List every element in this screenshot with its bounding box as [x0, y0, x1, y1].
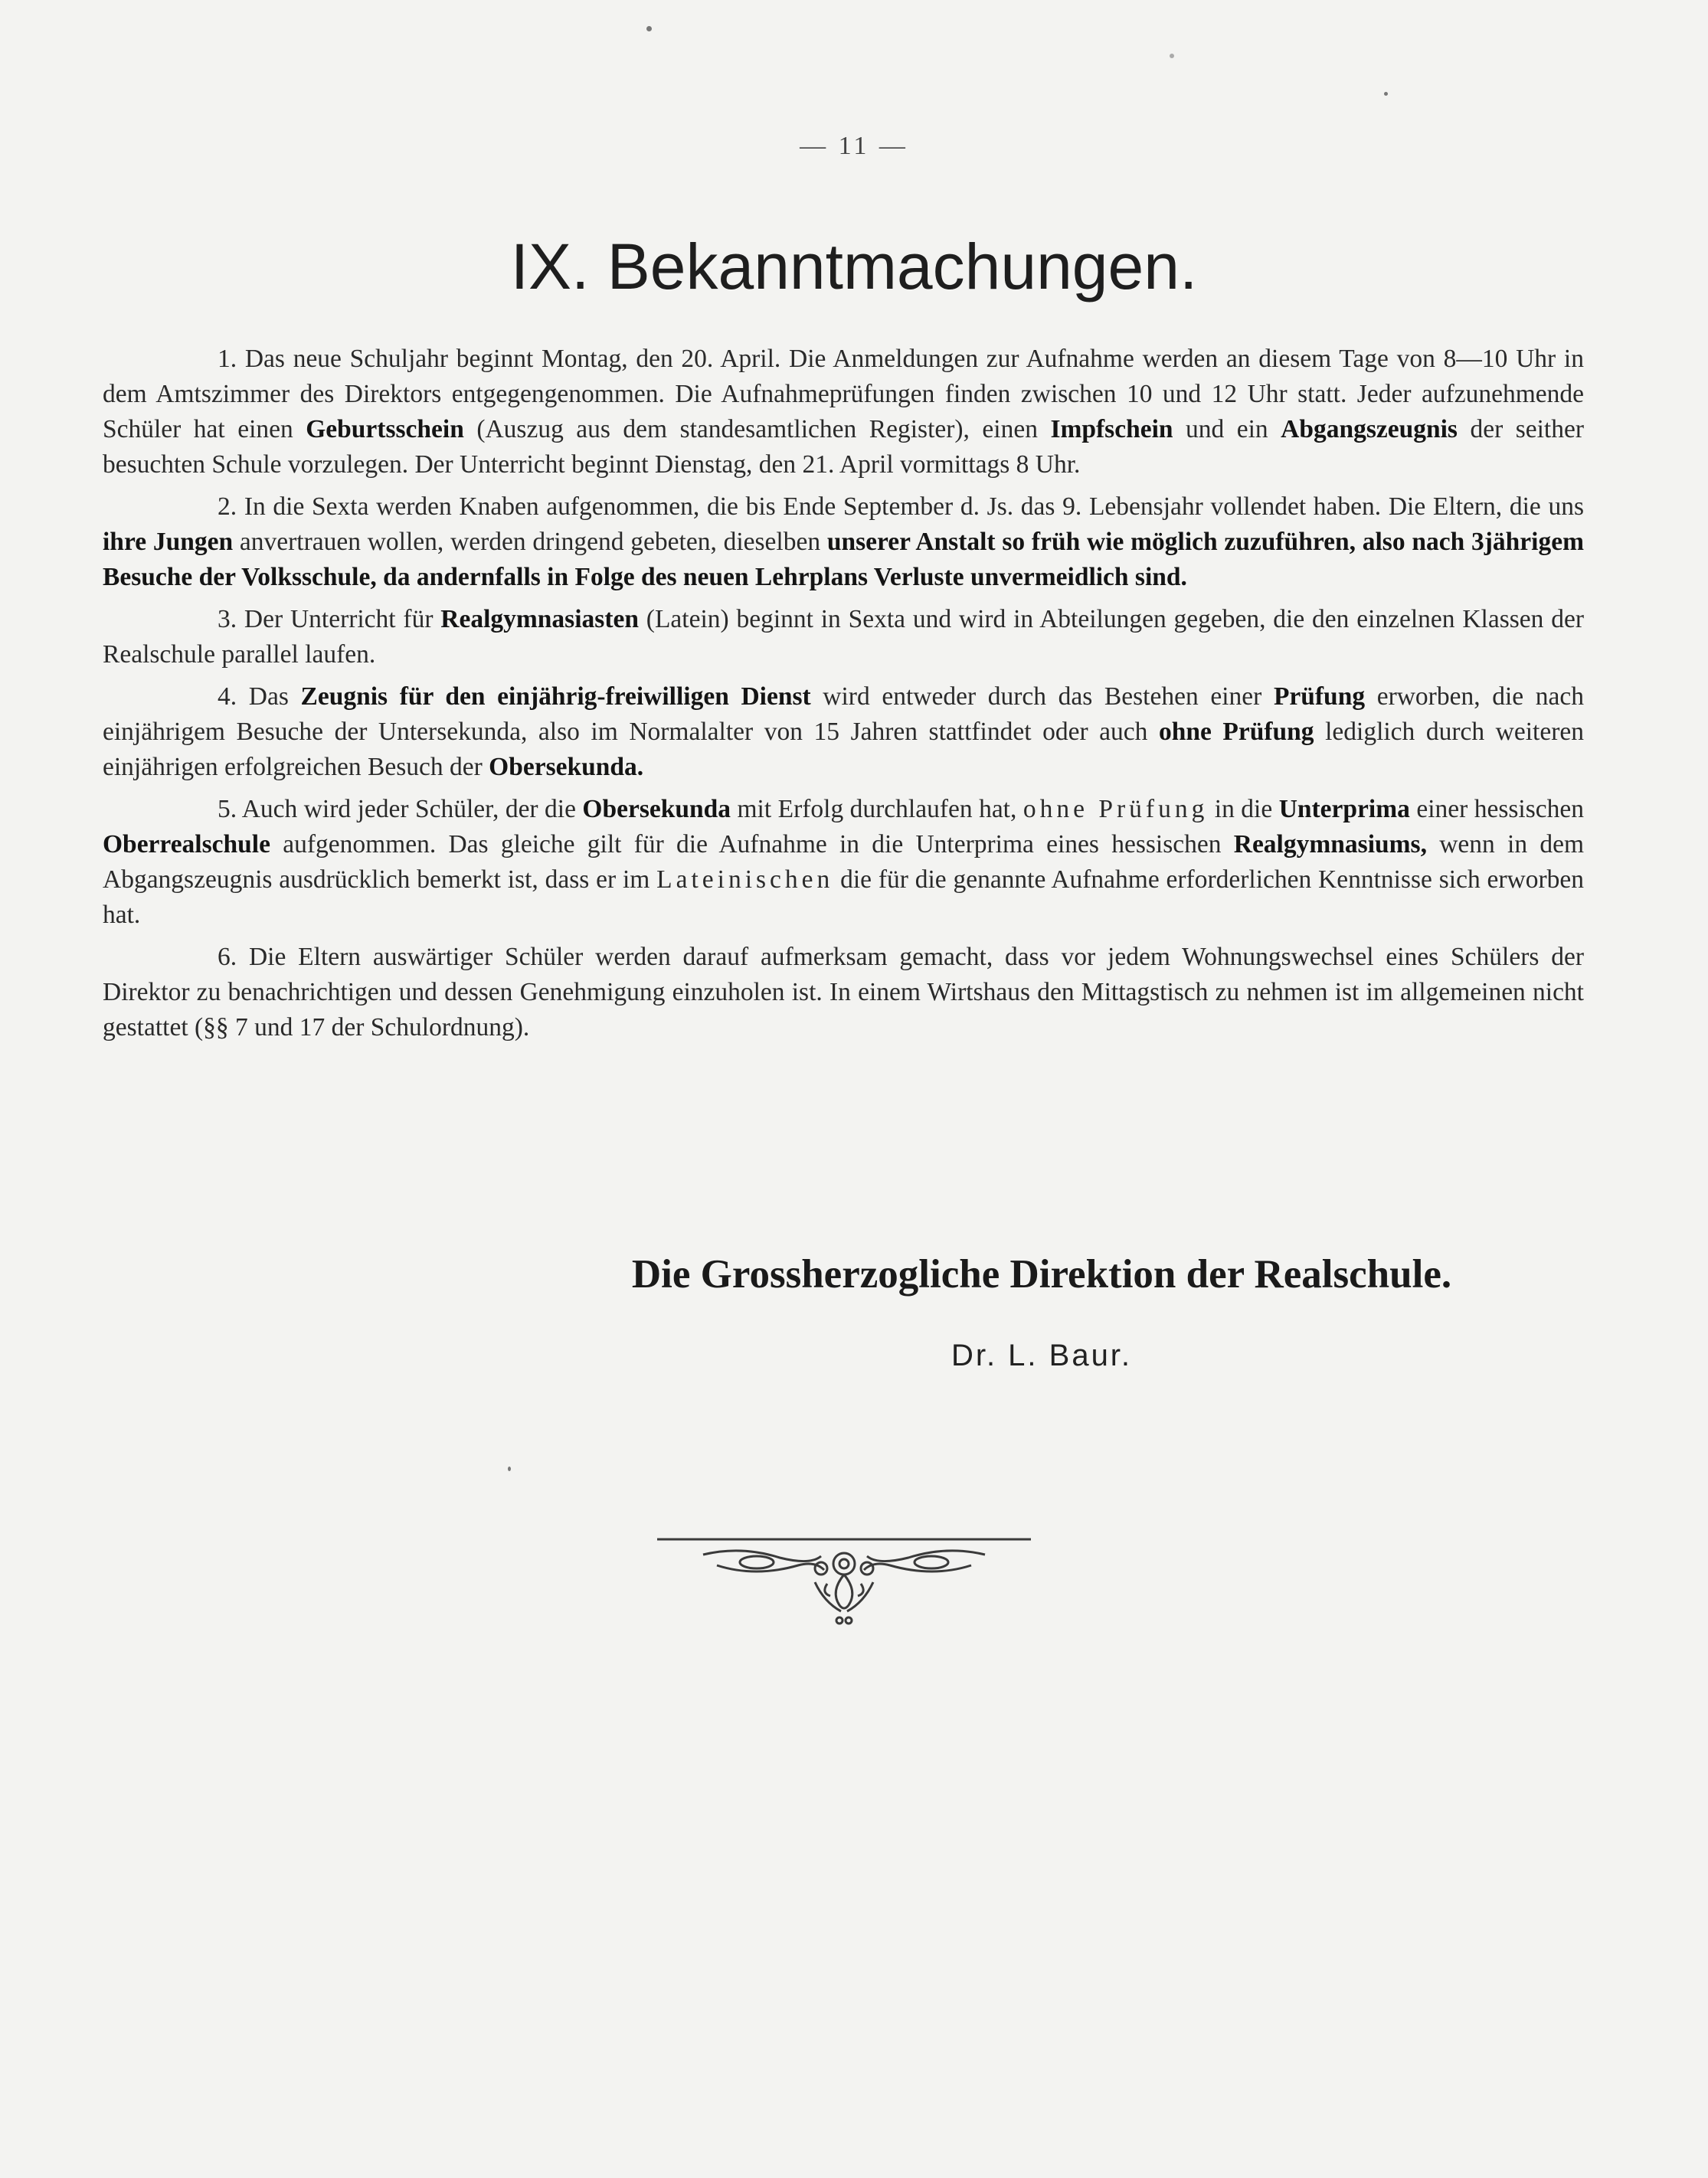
signature-line: Die Grossherzogliche Direktion der Realschule.	[631, 1252, 1452, 1297]
paper-speck	[646, 26, 652, 31]
signer-name: Dr. L. Baur.	[951, 1339, 1133, 1372]
page-number: — 11 —	[800, 132, 908, 160]
paper-speck	[1170, 54, 1174, 58]
paper-speck	[1384, 92, 1388, 96]
announcement-item-4: 4. Das Zeugnis für den einjährig-freiwilligen Dienst wird entweder durch das Bestehen einer Prüfung erworben, die nach einjährigem Besuche der Untersekunda, also im Normalalter von 15 Jahren stattfindet oder auch ohne Prüfung lediglich durch weiteren einjährigen erfolgreichen Besuch der Obersekunda.	[103, 682, 1585, 781]
announcement-item-1: 1. Das neue Schuljahr beginnt Montag, den 20. April. Die Anmeldungen zur Aufnahme werden an diesem Tage von 8—10 Uhr in dem Amtszimmer des Direktors entgegengenommen. Die Aufnahmeprüfungen finden zwischen 10 und 12 Uhr statt. Jeder aufzunehmende Schüler hat einen Geburtsschein (Auszug aus dem standesamtlichen Register), einen Impfschein und ein Abgangszeugnis der seither besuchten Schule vorzulegen. Der Unterricht beginnt Dienstag, den 21. April vormittags 8 Uhr.	[103, 345, 1584, 479]
paper-speck	[508, 1467, 511, 1471]
page-title: IX. Bekanntmachungen.	[510, 231, 1198, 302]
announcement-item-2: 2. In die Sexta werden Knaben aufgenommen, die bis Ende September d. Js. das 9. Lebensjahr vollendet haben. Die Eltern, die uns ihre Jungen anvertrauen wollen, werden dringend gebeten, dieselben unserer Anstalt so früh wie möglich zuzuführen, also nach 3jährigem Besuche der Volksschule, da andernfalls in Folge des neuen Lehrplans Verluste unvermeidlich sind.	[103, 492, 1584, 591]
announcement-body	[103, 342, 1584, 1052]
scroll-ornament-icon	[657, 1535, 1031, 1634]
announcement-item-6: 6. Die Eltern auswärtiger Schüler werden darauf aufmerksam gemacht, dass vor jedem Wohnungswechsel eines Schülers der Direktor zu benachrichtigen und dessen Genehmigung einzuholen ist. In einem Wirtshaus den Mittagstisch zu nehmen ist im allgemeinen nicht gestattet (§§ 7 und 17 der Schulordnung).	[103, 943, 1584, 1042]
announcement-item-3: 3. Der Unterricht für Realgymnasiasten (Latein) beginnt in Sexta und wird in Abteilungen gegeben, die den einzelnen Klassen der Realschule parallel laufen.	[103, 605, 1584, 669]
announcement-item-5: 5. Auch wird jeder Schüler, der die Obersekunda mit Erfolg durchlaufen hat, ohne Prüfung in die Unterprima einer hessischen Oberrealschule aufgenommen. Das gleiche gilt für die Aufnahme in die Unterprima eines hessischen Realgymnasiums, wenn in dem Abgangszeugnis ausdrücklich bemerkt ist, dass er im Lateinischen die für die genannte Aufnahme erforderlichen Kenntnisse sich erworben hat.	[103, 795, 1585, 929]
